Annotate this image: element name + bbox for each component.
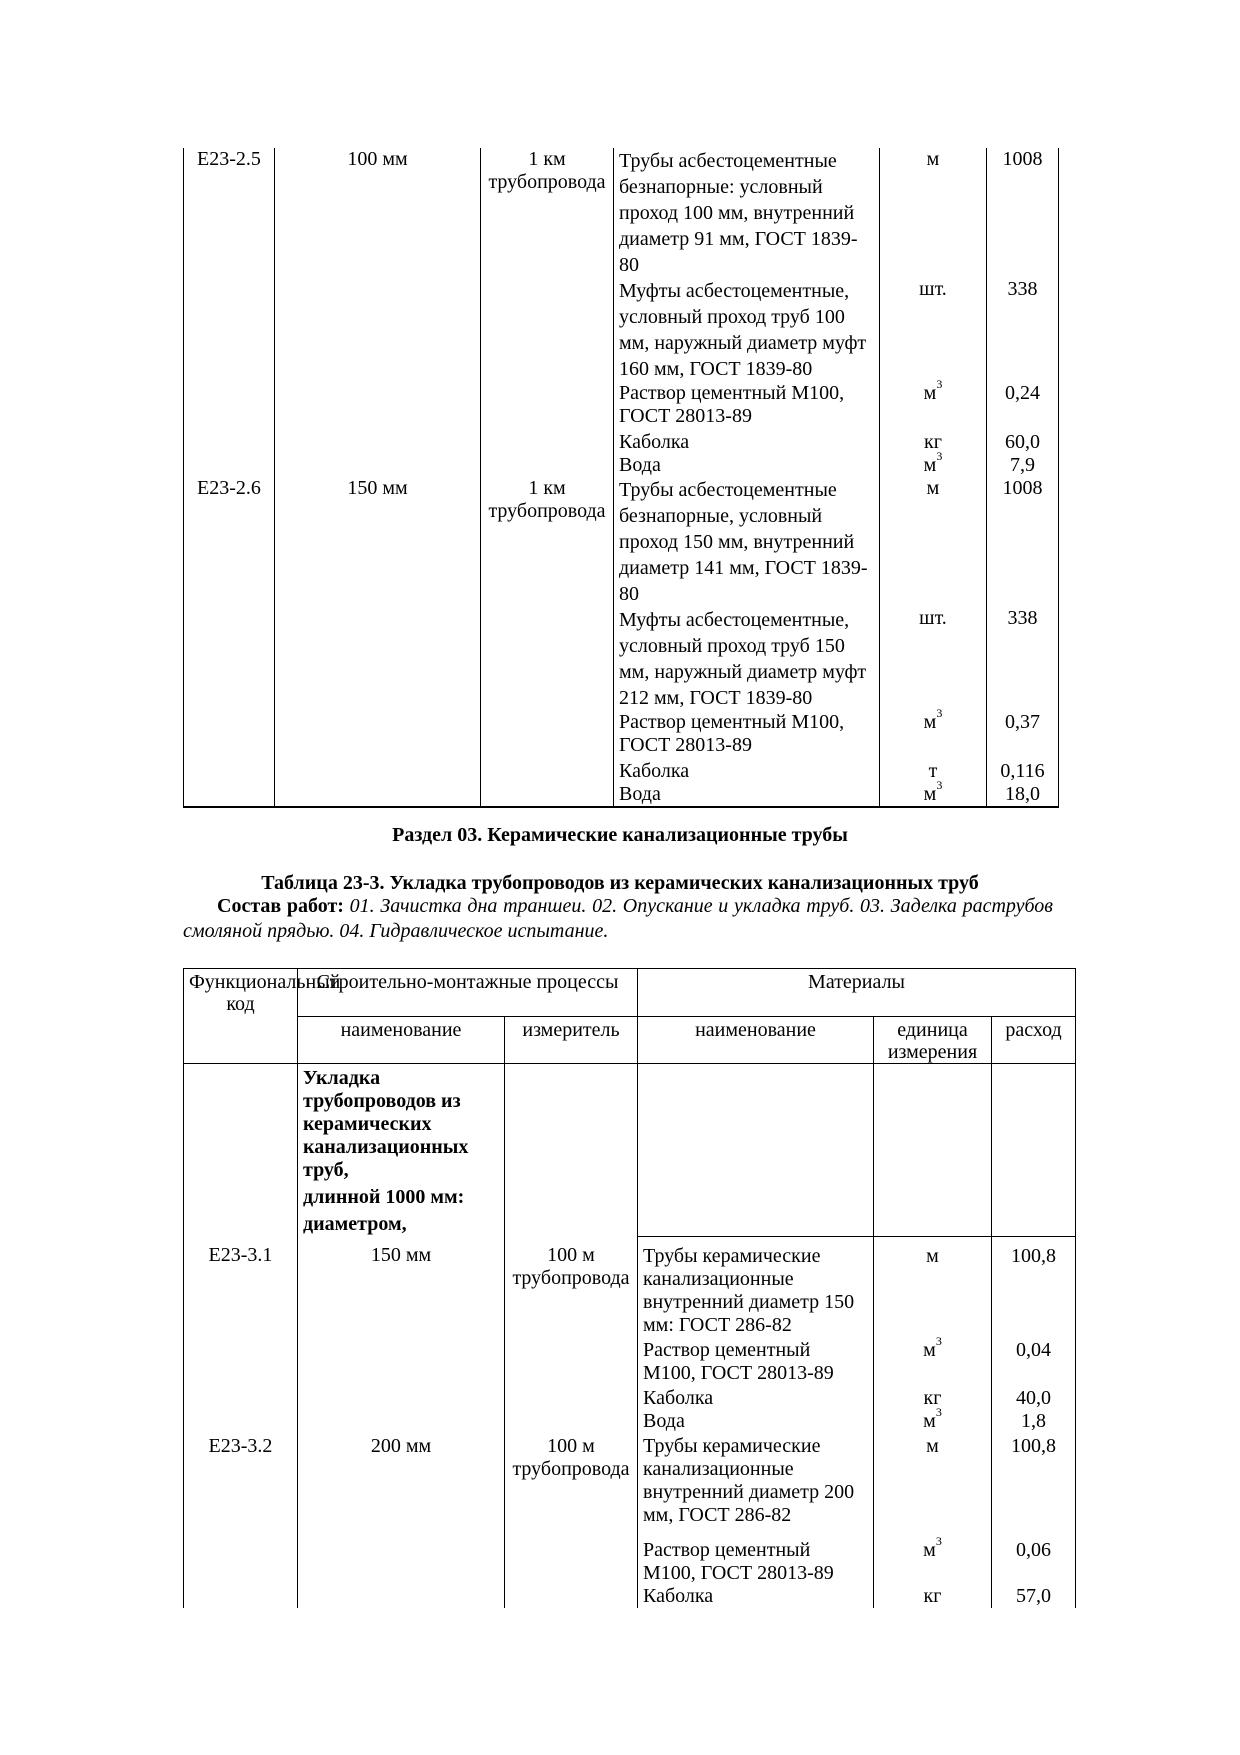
empty-cell [184,1064,298,1237]
material-name: Каболка [614,431,880,454]
unit-cell: м [880,477,987,607]
meter-cell: 1 км трубопровода [481,148,614,477]
amount-cell: 0,06 [992,1539,1076,1585]
amount-cell: 0,116 [987,760,1059,783]
material-name: Раствор цементный М100, ГОСТ 28013-89 [614,711,880,760]
header-processes: Строительно-монтажные процессы [298,969,638,1017]
group-title-text: Укладка трубопроводов из керамических канализационных труб, [303,1067,469,1181]
header-code: Функциональный код [184,969,298,1064]
meter-cell: 1 км трубопровода [481,477,614,807]
amount-cell: 0,37 [987,711,1059,760]
unit-cell: $м^3$ [874,1337,992,1387]
empty-cell [505,1064,638,1237]
unit-cell: м [874,1433,992,1539]
work-composition [183,894,1053,944]
unit-cell: $м^3$ [880,711,987,760]
material-name: Раствор цементный М100, ГОСТ 28013-89 [638,1539,874,1585]
unit-cell: шт. [880,278,987,382]
code-cell: Е23-2.6 [184,477,275,807]
unit-cell: шт. [880,607,987,711]
header-meter: измеритель [505,1016,638,1064]
unit-cell: кг [874,1585,992,1608]
material-name: Муфты асбестоцементные, условный проход труб 100 мм, наружный диаметр муфт 160 мм, ГОСТ 1839-80 [614,278,880,382]
amount-cell: 18,0 [987,783,1059,807]
header-materials: Материалы [638,969,1076,1017]
work-composition-text: 01. Зачистка дна траншеи. 02. Опускание и укладка труб. 03. Заделка раструбов смоляной прядью. 04. Гидравлическое испытание. [183,895,1053,942]
unit-cell: кг [880,431,987,454]
material-name: Вода [614,783,880,807]
table-row [184,148,1059,278]
amount-cell: 0,04 [992,1337,1076,1387]
amount-cell: 100,8 [992,1236,1076,1337]
unit-cell: $м^3$ [874,1539,992,1585]
material-name: Трубы керамические канализационные внутренний диаметр 150 мм: ГОСТ 286-82 [638,1236,874,1337]
empty-cell [992,1064,1076,1237]
amount-cell: 1008 [987,477,1059,607]
header-name: наименование [298,1016,505,1064]
code-cell: Е23-2.5 [184,148,275,477]
size-cell: 150 мм [298,1236,505,1433]
table-row [184,1236,1076,1337]
material-name: Трубы асбестоцементные безнапорные, условный проход 150 мм, внутренний диаметр 141 мм, ГОСТ 1839-80 [614,477,880,607]
unit-cell: $м^3$ [880,382,987,431]
amount-cell: 1008 [987,148,1059,278]
unit-cell: т [880,760,987,783]
amount-cell: 100,8 [992,1433,1076,1539]
header-unit: единица измерения [874,1016,992,1064]
unit-cell: м [880,148,987,278]
asbestos-pipes-table [183,148,1059,808]
material-name: Каболка [614,760,880,783]
material-name: Трубы асбестоцементные безнапорные: условный проход 100 мм, внутренний диаметр 91 мм, ГОСТ 1839-80 [614,148,880,278]
work-composition-label: Состав работ: [217,895,344,917]
table-subheader-row [184,1016,1076,1064]
unit-cell: кг [874,1387,992,1410]
material-name: Вода [638,1410,874,1433]
empty-cell [874,1064,992,1237]
amount-cell: 57,0 [992,1585,1076,1608]
material-name: Каболка [638,1585,874,1608]
amount-cell: 1,8 [992,1410,1076,1433]
table-row [184,477,1059,607]
header-mat-name: наименование [638,1016,874,1064]
amount-cell: 40,0 [992,1387,1076,1410]
code-cell: Е23-3.1 [184,1236,298,1433]
size-cell: 100 мм [275,148,481,477]
empty-cell [638,1064,874,1237]
table-header-row [184,969,1076,1017]
material-name: Каболка [638,1387,874,1410]
group-length: длинной 1000 мм: [303,1186,465,1208]
group-diam: диаметром, [303,1213,407,1235]
table-row [184,1064,1076,1237]
material-name: Трубы керамические канализационные внутренний диаметр 200 мм, ГОСТ 286-82 [638,1433,874,1539]
group-title [298,1064,505,1237]
material-name: Раствор цементный М100, ГОСТ 28013-89 [638,1337,874,1387]
amount-cell: 7,9 [987,454,1059,477]
ceramic-pipes-table [183,968,1076,1608]
table-title: Таблица 23-3. Укладка трубопроводов из керамических канализационных труб [261,872,979,894]
table-row [184,1433,1076,1539]
material-name: Раствор цементный М100, ГОСТ 28013-89 [614,382,880,431]
code-cell: Е23-3.2 [184,1433,298,1608]
meter-cell: 100 м трубопровода [505,1433,638,1608]
unit-cell: $м^3$ [874,1410,992,1433]
size-cell: 200 мм [298,1433,505,1608]
material-name: Муфты асбестоцементные, условный проход труб 150 мм, наружный диаметр муфт 212 мм, ГОСТ 1839-80 [614,607,880,711]
amount-cell: 338 [987,607,1059,711]
amount-cell: 338 [987,278,1059,382]
unit-cell: м [874,1236,992,1337]
unit-cell: $м^3$ [880,454,987,477]
size-cell: 150 мм [275,477,481,807]
section-title: Раздел 03. Керамические канализационные трубы [392,824,848,846]
header-amount: расход [992,1016,1076,1064]
amount-cell: 0,24 [987,382,1059,431]
unit-cell: $м^3$ [880,783,987,807]
meter-cell: 100 м трубопровода [505,1236,638,1433]
amount-cell: 60,0 [987,431,1059,454]
material-name: Вода [614,454,880,477]
